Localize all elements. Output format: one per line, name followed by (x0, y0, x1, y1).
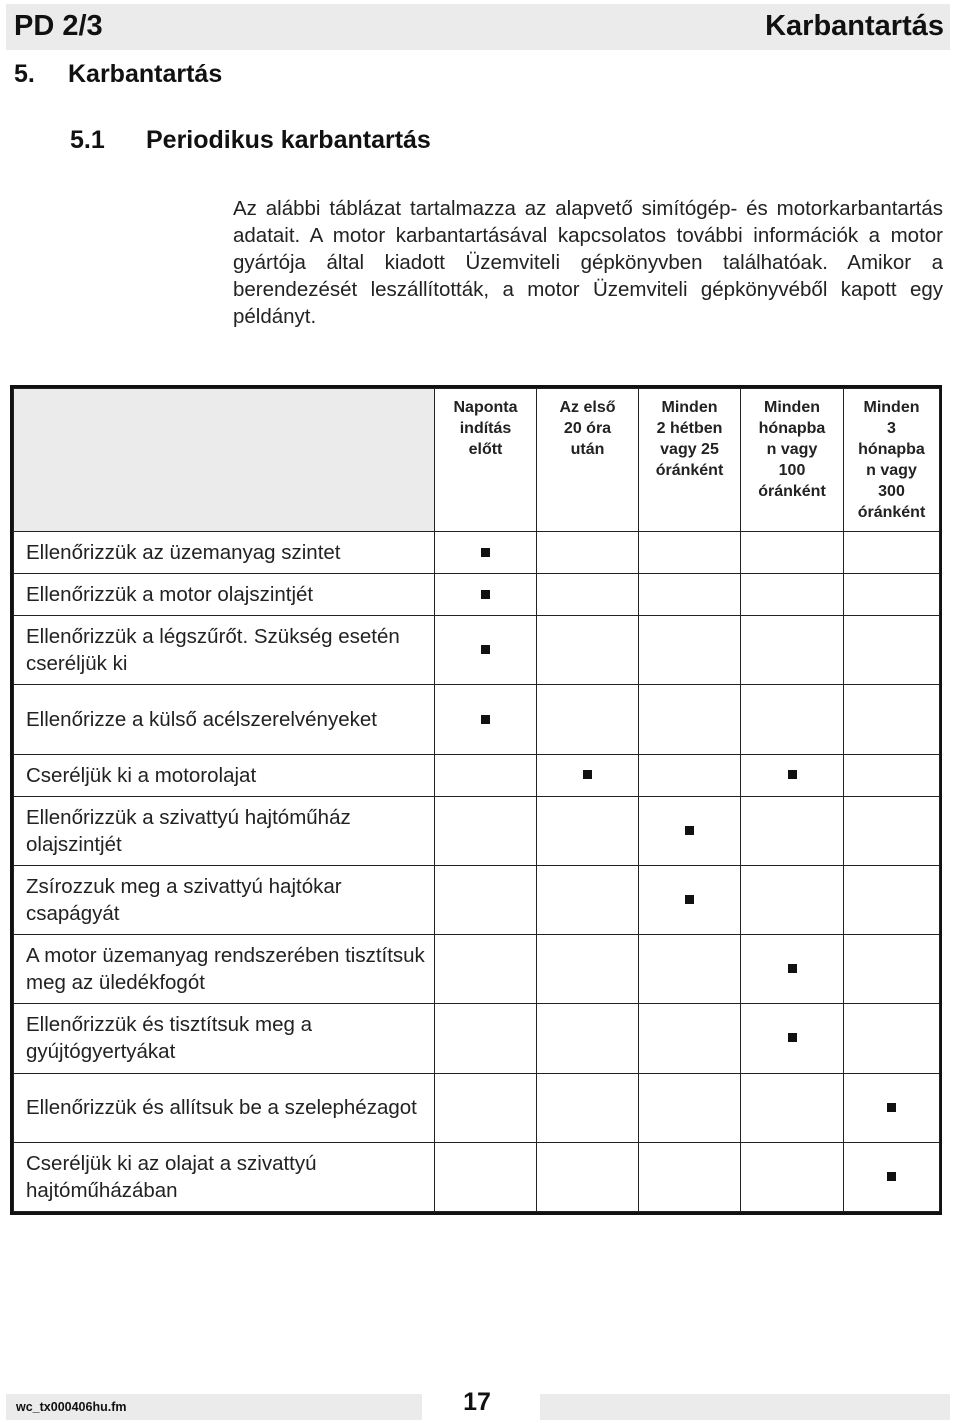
interval-cell (435, 685, 537, 754)
interval-cell (741, 616, 844, 685)
intro-paragraph: Az alábbi táblázat tartalmazza az alapvető simítógép- és motorkarbantartás adatait. A motor karbantartásával kapcsolatos további információk a motor gyártója által kiadott Üzemviteli gépkönyvben találhatóak. Amikor a berendezését leszállították, a motor Üzemviteli gépkönyvéből kapott egy példányt. (233, 197, 943, 328)
column-header-line: előtt (468, 441, 503, 458)
column-header (537, 389, 639, 532)
interval-cell (741, 1073, 844, 1142)
task-label: A motor üzemanyag rendszerében tisztítsuk meg az üledékfogót (14, 935, 435, 1004)
interval-cell (844, 685, 940, 754)
task-label: Ellenőrizzük a motor olajszintjét (14, 574, 435, 616)
column-header-line: vagy 25 (660, 441, 719, 458)
interval-cell (844, 1142, 940, 1211)
interval-cell (844, 754, 940, 796)
interval-cell (639, 574, 741, 616)
column-header-line: indítás (459, 420, 512, 437)
column-header-line: Minden (661, 399, 718, 416)
subsection-heading (70, 126, 431, 155)
interval-marker-icon (481, 548, 490, 557)
interval-cell (537, 1142, 639, 1211)
interval-cell (639, 616, 741, 685)
column-header-line: 100 (778, 462, 806, 479)
interval-cell (435, 796, 537, 865)
column-header (741, 389, 844, 532)
interval-cell (741, 796, 844, 865)
interval-cell (537, 574, 639, 616)
header-chapter: Karbantartás (765, 10, 944, 42)
interval-cell (844, 574, 940, 616)
interval-cell (537, 532, 639, 574)
task-label: Ellenőrizze a külső acélszerelvényeket (14, 685, 435, 754)
interval-cell (435, 1142, 537, 1211)
interval-marker-icon (788, 964, 797, 973)
column-header (639, 389, 741, 532)
interval-cell (639, 754, 741, 796)
column-header-line: Naponta (453, 399, 518, 416)
interval-cell (435, 1004, 537, 1073)
task-label: Ellenőrizzük a szivattyú hajtóműház olajszintjét (14, 796, 435, 865)
column-header-line: 3 (887, 420, 896, 437)
table-row (14, 685, 940, 754)
interval-cell (435, 1073, 537, 1142)
interval-cell (435, 754, 537, 796)
interval-cell (741, 1004, 844, 1073)
interval-marker-icon (887, 1103, 896, 1112)
interval-cell (639, 935, 741, 1004)
task-label: Ellenőrizzük és tisztítsuk meg a gyújtógyertyákat (14, 1004, 435, 1073)
column-header-line: 300 (878, 483, 905, 500)
table-row (14, 1004, 940, 1073)
column-header-line: Minden (863, 399, 920, 416)
column-header-line: Minden (764, 399, 820, 416)
interval-cell (844, 935, 940, 1004)
column-header-line: óránként (655, 462, 724, 479)
interval-cell (844, 616, 940, 685)
table-row (14, 532, 940, 574)
column-header-line: hónapba (858, 441, 925, 458)
interval-marker-icon (481, 715, 490, 724)
task-label: Ellenőrizzük és allítsuk be a szelephézagot (14, 1073, 435, 1142)
interval-cell (537, 1073, 639, 1142)
column-header-line: után (570, 441, 605, 458)
page-number: 17 (463, 1388, 491, 1416)
task-label: Cseréljük ki a motorolajat (14, 754, 435, 796)
interval-cell (741, 574, 844, 616)
table-row (14, 935, 940, 1004)
column-header-line: hónapba (758, 420, 826, 437)
interval-cell (844, 532, 940, 574)
interval-cell (435, 935, 537, 1004)
interval-cell (741, 685, 844, 754)
interval-cell (639, 1142, 741, 1211)
subsection-title: Periodikus karbantartás (146, 126, 431, 154)
interval-marker-icon (685, 895, 694, 904)
interval-cell (435, 616, 537, 685)
section-title: Karbantartás (68, 60, 223, 88)
interval-cell (741, 754, 844, 796)
interval-cell (435, 532, 537, 574)
interval-cell (537, 796, 639, 865)
interval-cell (537, 935, 639, 1004)
header-model: PD 2/3 (14, 10, 103, 42)
interval-marker-icon (788, 1033, 797, 1042)
interval-cell (844, 865, 940, 934)
interval-marker-icon (481, 645, 490, 654)
interval-cell (741, 865, 844, 934)
column-header-line: Az első (559, 399, 616, 416)
interval-cell (537, 616, 639, 685)
interval-marker-icon (481, 590, 490, 599)
task-label: Ellenőrizzük a légszűrőt. Szükség esetén cseréljük ki (14, 616, 435, 685)
footer-bar (540, 1394, 950, 1420)
interval-cell (844, 1073, 940, 1142)
interval-cell (639, 532, 741, 574)
task-label: Cseréljük ki az olajat a szivattyú hajtóműházában (14, 1142, 435, 1211)
table-corner-cell (14, 389, 435, 532)
interval-cell (639, 1073, 741, 1142)
footer-filename: wc_tx000406hu.fm (6, 1394, 422, 1420)
interval-marker-icon (583, 770, 592, 779)
interval-cell (537, 1004, 639, 1073)
maintenance-table (10, 385, 942, 1215)
interval-cell (741, 1142, 844, 1211)
interval-cell (639, 685, 741, 754)
interval-cell (741, 935, 844, 1004)
section-heading (14, 60, 222, 89)
column-header-line: óránként (758, 483, 826, 500)
task-label: Ellenőrizzük az üzemanyag szintet (14, 532, 435, 574)
interval-cell (639, 796, 741, 865)
task-label: Zsírozzuk meg a szivattyú hajtókar csapágyát (14, 865, 435, 934)
table-row (14, 1142, 940, 1211)
interval-cell (537, 754, 639, 796)
section-number: 5. (14, 60, 35, 88)
column-header (435, 389, 537, 532)
interval-cell (844, 1004, 940, 1073)
interval-marker-icon (887, 1172, 896, 1181)
subsection-number: 5.1 (70, 126, 105, 154)
interval-cell (435, 865, 537, 934)
column-header-line: n vagy (766, 441, 818, 458)
column-header-line: 20 óra (563, 420, 612, 437)
interval-cell (639, 865, 741, 934)
column-header-line: óránként (857, 504, 926, 521)
table-row (14, 796, 940, 865)
interval-cell (537, 865, 639, 934)
interval-marker-icon (788, 770, 797, 779)
interval-marker-icon (685, 826, 694, 835)
column-header (844, 389, 940, 532)
table-row (14, 616, 940, 685)
column-header-line: 2 hétben (656, 420, 723, 437)
interval-cell (537, 685, 639, 754)
table-row (14, 754, 940, 796)
table-row (14, 865, 940, 934)
table-row (14, 574, 940, 616)
column-header-line: n vagy (866, 462, 917, 479)
table-row (14, 1073, 940, 1142)
interval-cell (741, 532, 844, 574)
interval-cell (639, 1004, 741, 1073)
interval-cell (435, 574, 537, 616)
interval-cell (844, 796, 940, 865)
